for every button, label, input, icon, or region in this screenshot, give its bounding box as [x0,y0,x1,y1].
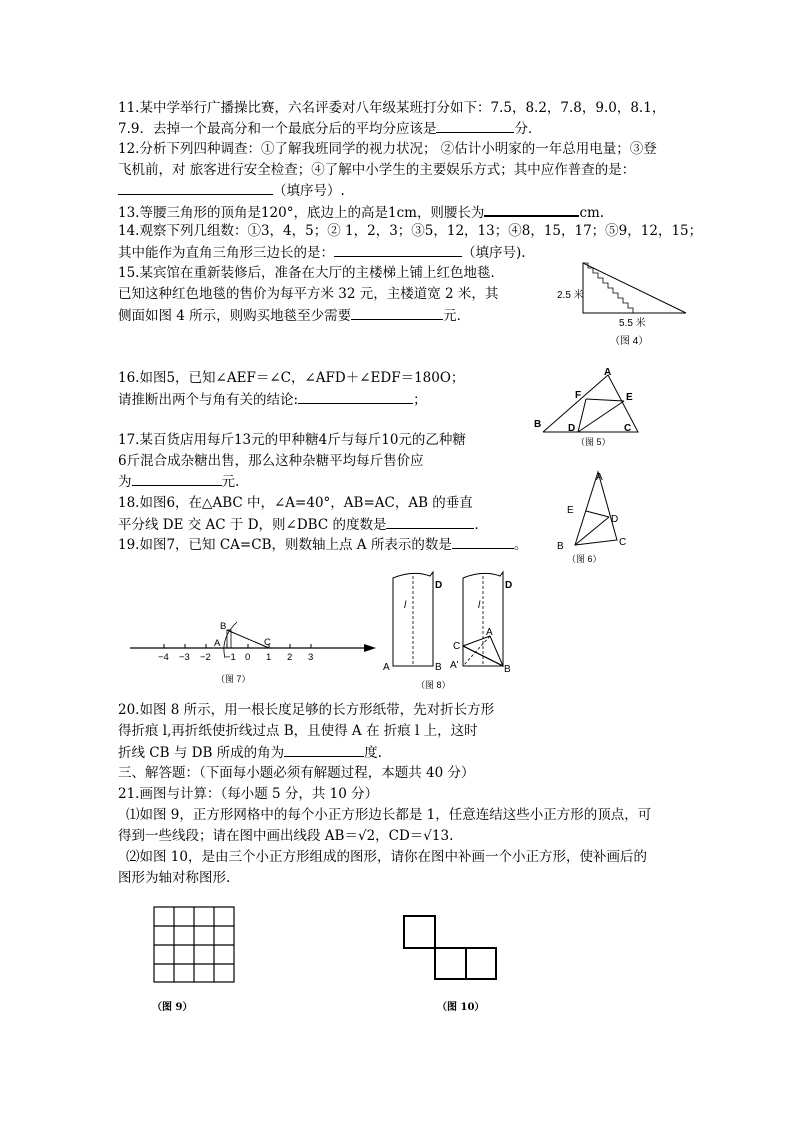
q21-part1-line2: 得到一些线段；请在图中画出线段 AB＝√2，CD＝√13. [118,828,454,844]
fig7-label-a: A [214,638,221,649]
q14-text: 其中能作为直角三角形三边长的是： [118,245,334,261]
q11-answer-blank[interactable] [436,119,514,133]
fig8-label-l2: l [478,600,481,611]
q12-line2: 飞机前，对 旅客进行安全检查；④了解中小学生的主要娱乐方式；其中应作普查的是： [118,162,636,178]
q11-line1: 11.某中学举行广播操比赛，六名评委对八年级某班打分如下：7.5，8.2，7.8，9.0，8.1， [118,100,666,116]
q13-text: 13.等腰三角形的顶角是120°，底边上的高是1cm，则腰长为 [118,205,485,221]
q14-hint: （填序号). [462,245,526,261]
q20-text: 折线 CB 与 DB 所成的角为 [118,745,285,761]
figure-5-triangle [528,365,648,450]
fig5-label-f: F [575,390,582,401]
q19-line [118,535,527,554]
q21-part1-line1: ⑴如图 9，正方形网格中的每个小正方形边长都是 1，任意连结这些小正方形的顶点，可 [126,807,652,823]
q17-line1: 17.某百货店用每斤13元的甲种糖4斤与每斤10元的乙种糖 [118,432,466,448]
figure-7-number-line [128,610,380,688]
fig8-label-a1: A [383,662,390,673]
q16-punct: ； [413,392,427,408]
q11-line2 [118,119,541,138]
q16-answer-blank[interactable] [298,390,413,404]
fig7-label-c: C [264,637,271,648]
q18-text: 平分线 DE 交 AC 于 D，则∠DBC 的度数是 [118,517,387,533]
tick-minus2: −2 [200,652,211,663]
fig8-label-c: C [453,641,461,652]
q15-line3 [118,306,470,325]
number-line-arrow-icon [364,644,376,652]
fig8-caption: （图 8） [416,680,451,690]
q16-line2 [118,390,427,409]
q11-unit: 分． [514,121,542,137]
q17-text: 为 [118,474,132,490]
fig6-label-d: D [611,514,619,525]
q18-answer-blank[interactable] [386,515,474,529]
fig8-label-l1: l [404,600,407,611]
q18-line1: 18.如图6，在△ABC 中，∠A=40°，AB=AC，AB 的垂直 [118,495,473,511]
fig8-label-a-prime: A' [450,660,459,671]
tick-minus3: −3 [179,652,190,663]
fig8-label-d2: D [505,580,513,591]
fig10-caption: （图 10） [437,1002,485,1013]
q16-text: 请推断出两个与角有关的结论: [118,392,299,408]
fig8-label-a2: A [486,627,493,638]
q15-text: 侧面如图 4 所示，则购买地毯至少需要 [118,308,352,324]
q17-line2: 6斤混合成杂糖出售，那么这种杂糖平均每斤售价应 [118,453,424,469]
fig6-label-b: B [557,541,564,552]
figure-10-three-squares[interactable] [402,914,498,982]
fig9-caption: （图 9） [152,1002,193,1013]
q12-hint: （填序号）. [273,183,345,199]
fig5-caption: （图 5） [576,437,611,447]
q12-answer-blank[interactable] [118,181,273,195]
q17-line3 [118,472,239,491]
q20-line2: 得折痕 l,再折纸使折线过点 B，且使得 A 在 折痕 l 上，这时 [118,723,478,739]
fig6-caption: （图 6） [567,554,602,564]
fig5-label-d: D [568,423,576,434]
fig5-label-b: B [534,419,542,430]
section-3-heading: 三、解答题：（下面每小题必须有解题过程，本题共 40 分） [118,765,475,781]
fig8-label-b2: B [504,664,511,675]
q18-line2 [118,515,488,534]
q12-line3 [118,181,345,200]
q17-answer-blank[interactable] [132,472,222,486]
q13-answer-blank[interactable] [484,202,579,217]
q15-unit: 元． [443,308,471,324]
fig5-label-a: A [604,367,612,378]
fig5-label-e: E [626,392,633,403]
q14-line2 [118,243,526,262]
q18-punct: ． [474,517,488,533]
q15-line2: 已知这种红色地毯的售价为每平方米 32 元，主楼道宽 2 米，其 [118,286,499,302]
q19-answer-blank[interactable] [452,535,514,549]
fig6-label-e: E [567,505,574,516]
staircase-steps [583,263,676,313]
figure-6-triangle [555,467,640,567]
q16-line1: 16.如图5，已知∠AEF＝∠C，∠AFD＋∠EDF＝180O； [118,370,465,386]
figure-8-paper-strip [378,566,528,693]
q20-unit: 度. [364,745,382,761]
q15-line1: 15.某宾馆在重新装修后，准备在大厅的主楼梯上铺上红色地毯． [118,265,504,281]
fig4-caption: （图 4） [610,336,649,347]
fig6-label-a: A [596,472,603,483]
q19-punct: 。 [513,537,528,553]
q17-unit: 元. [221,474,240,490]
fig8-label-d1: D [435,580,443,591]
q14-line1: 14.观察下列几组数：①3，4，5；② 1，2，3；③5，12，13；④8，15，17；⑤9，12，15； [118,223,703,239]
figure-9-square-grid[interactable] [152,905,236,985]
q15-answer-blank[interactable] [351,306,443,320]
fig5-label-c: C [624,423,632,434]
q21-part2-line2: 图形为轴对称图形. [118,870,231,886]
q20-line3 [118,743,382,762]
tick-0: 0 [245,652,251,663]
tick-3: 3 [308,652,314,663]
q11-text: 7.9．去掉一个最高分和一个最底分后的平均分应该是 [118,121,437,137]
tick-2: 2 [287,652,293,663]
q20-line1: 20.如图 8 所示，用一根长度足够的长方形纸带，先对折长方形 [118,702,495,718]
tick-1: 1 [266,652,272,663]
q13-unit: cm. [579,205,605,221]
q21-title: 21.画图与计算：（每小题 5 分，共 10 分） [118,786,379,802]
q21-part2-line1: ⑵如图 10，是由三个小正方形组成的图形，请你在图中补画一个小正方形，使补画后的 [126,849,647,865]
q19-text: 19.如图7，已知 CA=CB，则数轴上点 A 所表示的数是 [118,537,452,553]
fig4-height-label: 2.5 米 [557,290,584,301]
q20-answer-blank[interactable] [284,743,364,757]
fig7-label-b: B [220,621,227,632]
fig4-base-label: 5.5 米 [619,318,646,329]
tick-minus4: −4 [158,652,169,663]
q13-line [118,202,604,222]
q14-answer-blank[interactable] [334,243,462,257]
fig7-caption: （图 7） [216,674,251,684]
fig6-label-c: C [619,537,627,548]
fig8-label-b1: B [435,662,442,673]
q12-line1: 12.分析下列四种调查：①了解我班同学的视力状况； ②估计小明家的一年总用电量；③登 [118,141,657,157]
tick-minus1: −1 [225,652,236,663]
figure-4-staircase [555,258,695,353]
